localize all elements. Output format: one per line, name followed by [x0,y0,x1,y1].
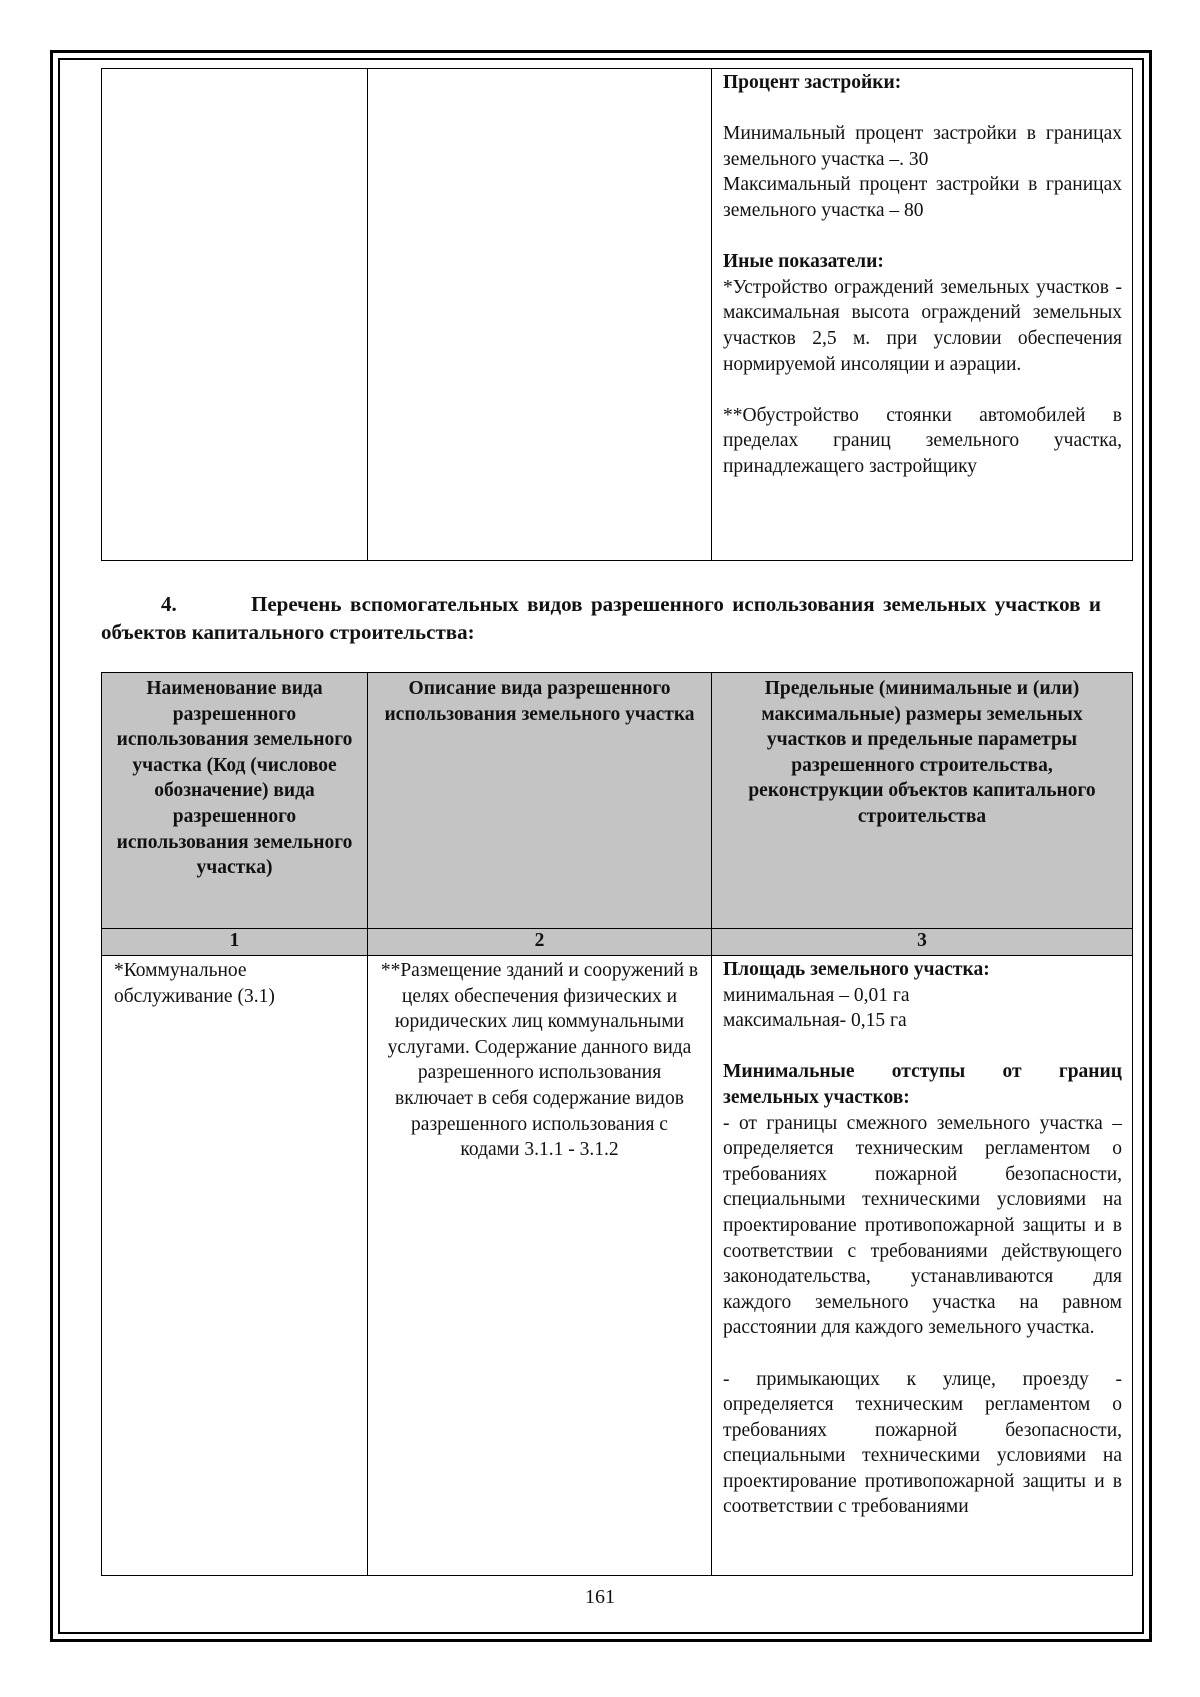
parameters-cell [712,69,1133,561]
parking-text: **Обустройство стоянки автомобилей в пределах границ земельного участка, принадлежащего застройщику [723,404,1122,477]
column-number-3: 3 [712,929,1133,956]
percent-max: Максимальный процент застройки в границах земельного участка – 80 [723,174,1122,221]
use-parameters-cell [712,956,1133,1576]
setback-adjacent: - от границы смежного земельного участка – определяется техническим регламентом о требованиях пожарной безопасности, специальными техническими условиями на проектирование противопожарной защиты и в соответствии с требованиями действующего законодательства, устанавливаются для каждого земельного участка на равном расстоянии для каждого земельного участка. [723,1112,1122,1339]
page-number: 161 [585,1586,615,1608]
header-col-1: Наименование вида разрешенного использования земельного участка (Код (числовое обозначение) вида разрешенного использования земельного участка) [102,673,368,929]
column-number-2: 2 [368,929,712,956]
area-title: Площадь земельного участка: [723,959,990,980]
column-number-1: 1 [102,929,368,956]
section-number: 4. [161,592,177,616]
empty-cell-2 [368,69,712,561]
other-title: Иные показатели: [723,251,884,273]
setback-title: Минимальные отступы от границ земельных участков: [723,1061,1122,1108]
use-name-cell: *Коммунальное обслуживание (3.1) [102,956,368,1576]
fences-text: *Устройство ограждений земельных участков - максимальная высота ограждений земельных участков 2,5 м. при условии обеспечения нормируемой инсоляции и аэрации. [723,276,1122,375]
header-col-3: Предельные (минимальные и (или) максимальные) размеры земельных участков и предельные параметры разрешенного строительства, реконструкции объектов капитального строительства [712,673,1133,929]
section-heading [101,590,1101,646]
percent-title: Процент застройки: [723,72,902,93]
empty-cell-1 [102,69,368,561]
setback-street: - примыкающих к улице, проезду - определяется техническим регламентом о требованиях пожарной безопасности, специальными техническими условиями на проектирование противопожарной защиты и в соответствии с требованиями [723,1368,1122,1518]
area-max: максимальная- 0,15 га [723,1010,907,1032]
area-min: минимальная – 0,01 га [723,984,910,1006]
section-title: Перечень вспомогательных видов разрешенного использования земельных участков и объектов капитального строительства: [101,592,1101,644]
use-description-cell: **Размещение зданий и сооружений в целях обеспечения физических и юридических лиц коммунальными услугами. Содержание данного вида разрешенного использования включает в себя содержание видов разрешенного использования с кодами 3.1.1 - 3.1.2 [368,956,712,1576]
auxiliary-uses-table [101,672,1133,1576]
header-col-2: Описание вида разрешенного использования земельного участка [368,673,712,929]
continued-table [101,68,1133,561]
percent-min: Минимальный процент застройки в границах земельного участка –. 30 [723,123,1122,170]
